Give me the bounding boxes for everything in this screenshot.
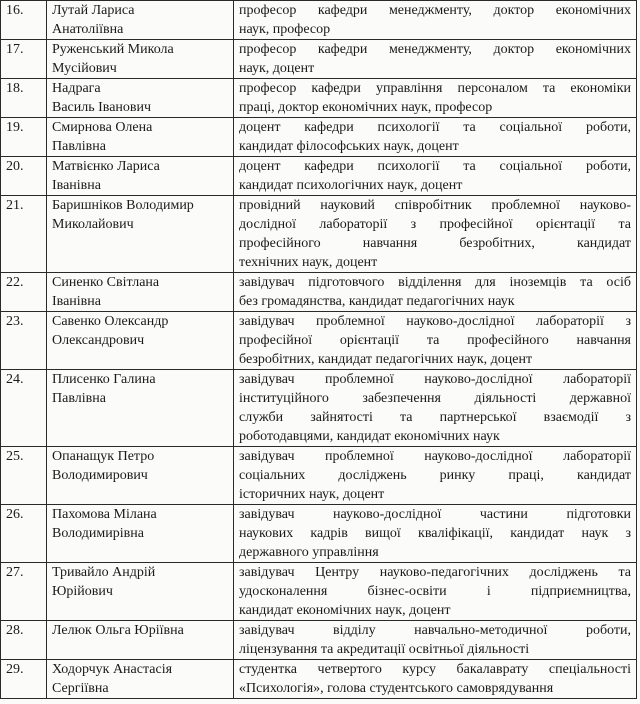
person-name-line: Матвієнко Лариса — [52, 159, 160, 174]
row-number: 25. — [1, 447, 47, 505]
staff-table-body — [1, 1, 637, 699]
position-line: наук, професор — [239, 22, 331, 37]
position-line: наукових кадрів вищої кваліфікації, кандидат наук з — [239, 526, 631, 541]
person-name-line: Лутай Лариса — [52, 3, 135, 18]
person-name-line: Василь Іванович — [52, 100, 152, 115]
person-name-line: Савенко Олександр — [52, 314, 169, 329]
person-name-line: Надрага — [52, 81, 101, 96]
position-line: «Психологія», голова студентського самоврядування — [239, 681, 554, 696]
row-number: 17. — [1, 40, 47, 79]
position-cell — [234, 196, 637, 273]
position-line: професор кафедри менеджменту, доктор економічних — [239, 42, 631, 57]
position-line: професор кафедри менеджменту, доктор економічних — [239, 3, 631, 18]
table-row — [1, 621, 637, 660]
row-number: 16. — [1, 1, 47, 40]
position-line: дослідної лабораторії з професійної орієнтації та — [239, 217, 631, 232]
person-name-line: Павлівна — [52, 139, 106, 154]
position-line: історичних наук, доцент — [239, 487, 385, 502]
table-row — [1, 447, 637, 505]
position-line: професійної орієнтації та професійного навчання — [239, 333, 631, 348]
position-line: удосконалення бізнес-освіти і підприємництва, — [239, 584, 631, 599]
person-name-line: Лелюк Ольга Юріївна — [52, 623, 184, 638]
row-number: 21. — [1, 196, 47, 273]
row-number: 29. — [1, 660, 47, 699]
position-cell — [234, 505, 637, 563]
position-cell — [234, 273, 637, 312]
position-cell — [234, 312, 637, 370]
person-name-line: Опанащук Петро — [52, 449, 155, 464]
position-line: роботодавцями, кандидат економічних наук — [239, 429, 500, 444]
position-cell — [234, 563, 637, 621]
person-name-line: Анатоліївна — [52, 22, 124, 37]
person-name-cell — [47, 273, 234, 312]
person-name-line: Смирнова Олена — [52, 120, 153, 135]
person-name-cell — [47, 40, 234, 79]
person-name-line: Сергіївна — [52, 681, 109, 696]
position-cell — [234, 660, 637, 699]
table-row — [1, 118, 637, 157]
person-name-cell — [47, 312, 234, 370]
position-line: професійного навчання безробітних, кандидат — [239, 236, 631, 251]
person-name-line: Іванівна — [52, 294, 101, 309]
person-name-cell — [47, 196, 234, 273]
person-name-line: Олександрович — [52, 333, 145, 348]
table-row — [1, 660, 637, 699]
position-line: технічних наук, доцент — [239, 255, 378, 270]
position-line: служби зайнятості та партнерської взаємодії з — [239, 410, 631, 425]
row-number: 24. — [1, 370, 47, 447]
table-row — [1, 563, 637, 621]
position-line: завідувач проблемної науково-дослідної лабораторії — [239, 372, 631, 387]
person-name-line: Володимирович — [52, 468, 148, 483]
table-row — [1, 505, 637, 563]
position-line: ліцензування та акредитації освітньої діяльності — [239, 642, 530, 657]
position-cell — [234, 79, 637, 118]
person-name-cell — [47, 118, 234, 157]
person-name-line: Плисенко Галина — [52, 372, 156, 387]
person-name-line: Володимирівна — [52, 526, 144, 541]
row-number: 27. — [1, 563, 47, 621]
row-number: 20. — [1, 157, 47, 196]
row-number: 19. — [1, 118, 47, 157]
row-number: 22. — [1, 273, 47, 312]
position-line: кандидат економічних наук, доцент — [239, 603, 451, 618]
row-number: 26. — [1, 505, 47, 563]
position-cell — [234, 621, 637, 660]
row-number: 23. — [1, 312, 47, 370]
person-name-line: Синенко Світлана — [52, 275, 160, 290]
position-line: завідувач відділу навчально-методичної роботи, — [239, 623, 631, 638]
person-name-cell — [47, 660, 234, 699]
position-line: доцент кафедри психології та соціальної роботи, — [239, 120, 631, 135]
position-line: соціальних досліджень ринку праці, кандидат — [239, 468, 631, 483]
table-row — [1, 79, 637, 118]
position-cell — [234, 157, 637, 196]
person-name-line: Мусійович — [52, 61, 117, 76]
position-line: завідувач Центру науково-педагогічних досліджень та — [239, 565, 631, 580]
table-row — [1, 370, 637, 447]
person-name-cell — [47, 1, 234, 40]
person-name-line: Іванівна — [52, 178, 101, 193]
person-name-line: Павлівна — [52, 391, 106, 406]
person-name-cell — [47, 447, 234, 505]
person-name-cell — [47, 505, 234, 563]
person-name-cell — [47, 79, 234, 118]
position-line: державного управління — [239, 545, 379, 560]
position-line: завідувач науково-дослідної частини підготовки — [239, 507, 631, 522]
position-line: безробітних, кандидат педагогічних наук, доцент — [239, 352, 533, 367]
table-row — [1, 1, 637, 40]
position-line: доцент кафедри психології та соціальної роботи, — [239, 159, 631, 174]
person-name-line: Баришніков Володимир — [52, 198, 194, 213]
table-row — [1, 157, 637, 196]
person-name-cell — [47, 563, 234, 621]
person-name-line: Миколайович — [52, 217, 134, 232]
position-cell — [234, 370, 637, 447]
position-cell — [234, 118, 637, 157]
position-line: наук, доцент — [239, 61, 315, 76]
table-row — [1, 273, 637, 312]
position-line: інституційного забезпечення діяльності державної — [239, 391, 631, 406]
position-line: без громадянства, кандидат педагогічних наук — [239, 294, 515, 309]
position-line: завідувач підготовчого відділення для іноземців та осіб — [239, 275, 631, 290]
position-line: кандидат філософських наук, доцент — [239, 139, 459, 154]
person-name-cell — [47, 157, 234, 196]
position-line: завідувач проблемної науково-дослідної лабораторії з — [239, 314, 631, 329]
table-row — [1, 40, 637, 79]
position-line: провідний науковий співробітник проблемної науково- — [239, 198, 631, 213]
person-name-cell — [47, 621, 234, 660]
position-cell — [234, 40, 637, 79]
row-number: 18. — [1, 79, 47, 118]
position-cell — [234, 1, 637, 40]
person-name-line: Ходорчук Анастасія — [52, 662, 173, 677]
position-line: праці, доктор економічних наук, професор — [239, 100, 493, 115]
position-line: кандидат психологічних наук, доцент — [239, 178, 463, 193]
position-line: студентка четвертого курсу бакалаврату спеціальності — [239, 662, 631, 677]
person-name-cell — [47, 370, 234, 447]
position-cell — [234, 447, 637, 505]
person-name-line: Тривайло Андрій — [52, 565, 156, 580]
person-name-line: Руженський Микола — [52, 42, 174, 57]
table-row — [1, 196, 637, 273]
row-number: 28. — [1, 621, 47, 660]
table-row — [1, 312, 637, 370]
position-line: професор кафедри управління персоналом та економіки — [239, 81, 631, 96]
person-name-line: Пахомова Мілана — [52, 507, 157, 522]
person-name-line: Юрійович — [52, 584, 113, 599]
position-line: завідувач проблемної науково-дослідної лабораторії — [239, 449, 631, 464]
